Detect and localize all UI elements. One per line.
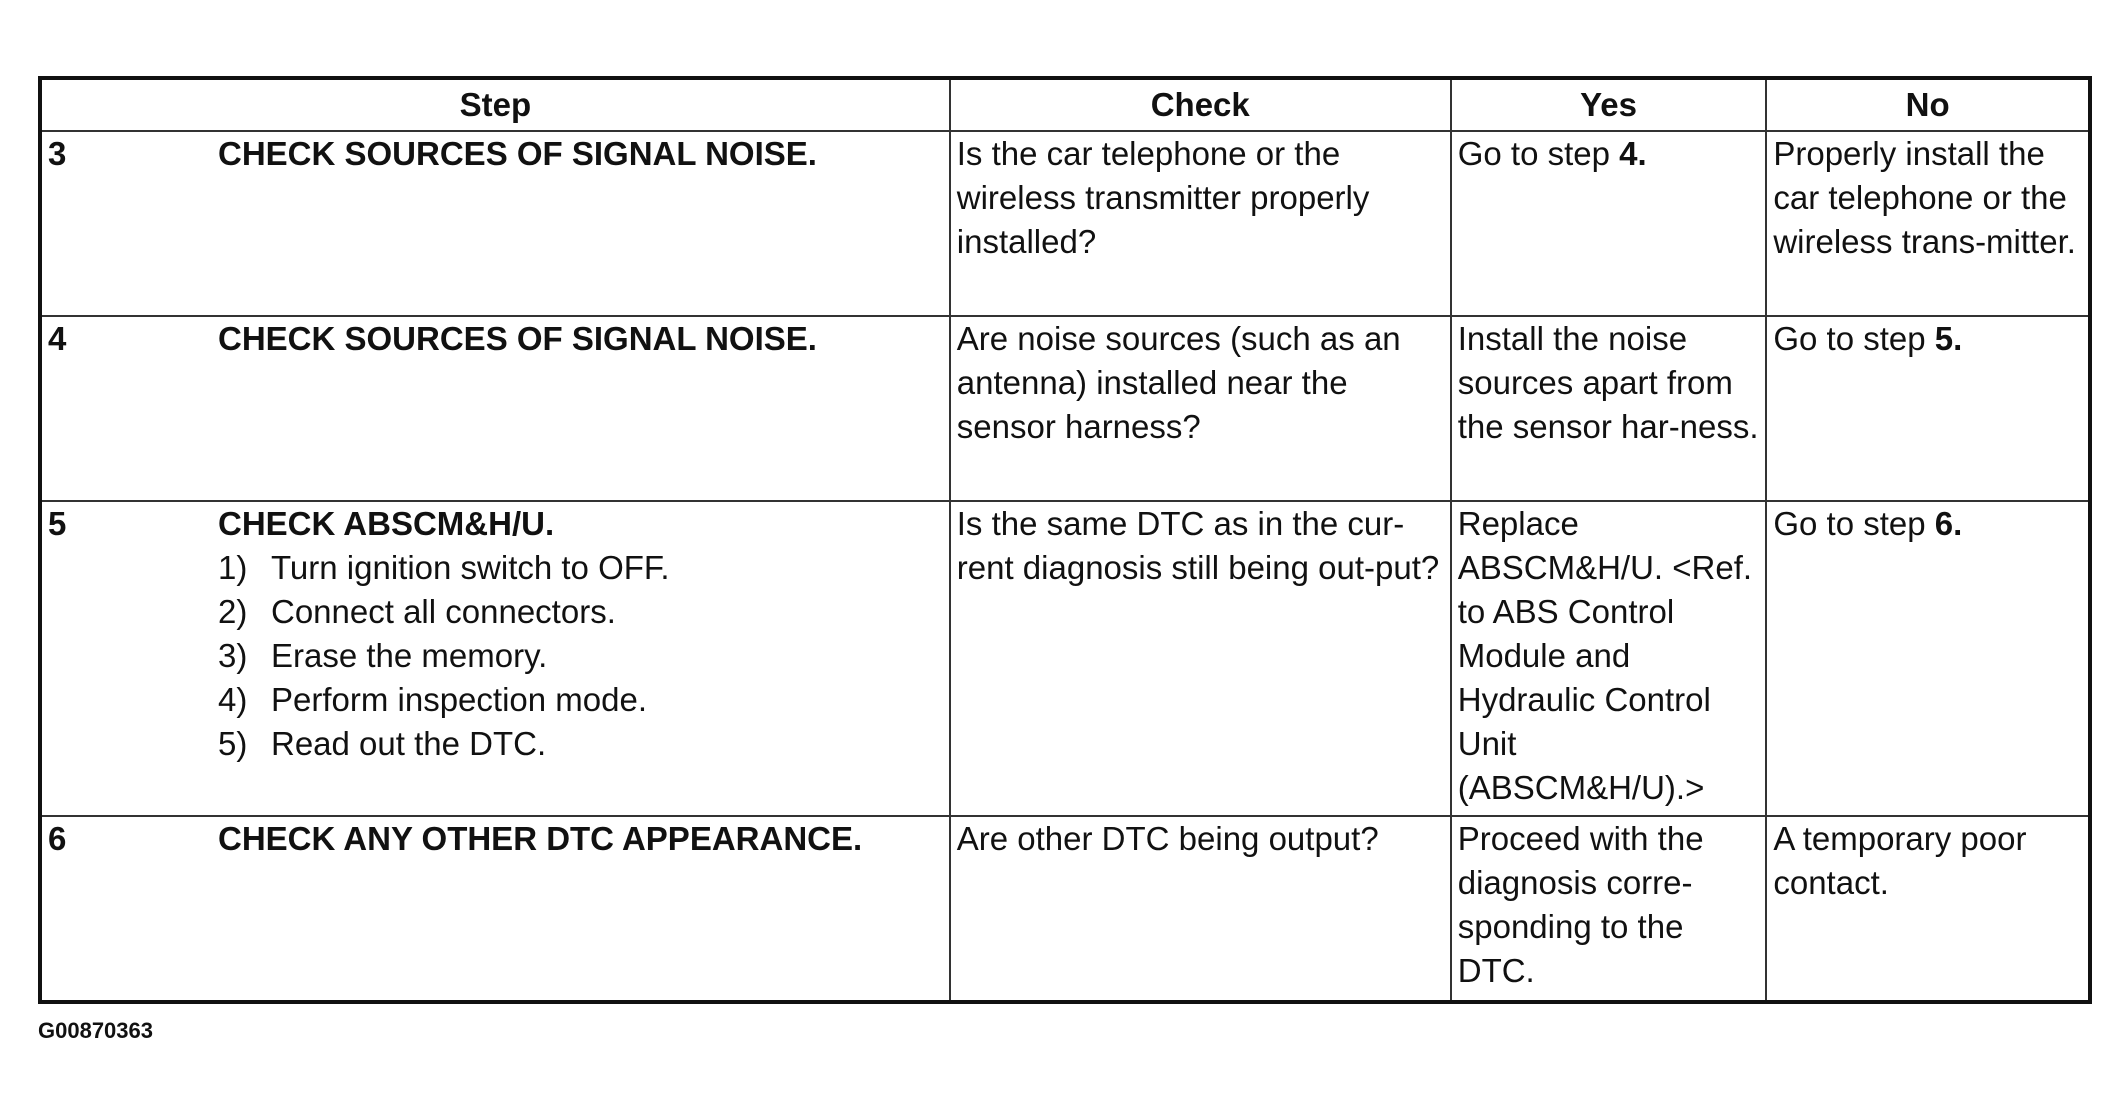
substep-item (218, 722, 943, 766)
no-text: Go to step (1773, 505, 1935, 542)
table-row (40, 316, 2090, 501)
step-cell (40, 316, 950, 501)
substep-text: Connect all connectors. (271, 593, 616, 630)
no-step-ref: 6. (1934, 505, 1963, 542)
table-row (40, 816, 2090, 1002)
substep-item (218, 590, 943, 634)
substep-number: 3) (218, 637, 248, 674)
step-title: CHECK SOURCES OF SIGNAL NOISE. (218, 320, 817, 357)
check-cell: Is the same DTC as in the cur-rent diagnosis still being out-put? (950, 501, 1451, 816)
substep-item (218, 546, 943, 590)
substep-number: 5) (218, 725, 248, 762)
step-title: CHECK ABSCM&H/U. (218, 505, 555, 542)
no-cell (1766, 501, 2090, 816)
header-step: Step (40, 78, 950, 131)
substep-text: Erase the memory. (271, 637, 548, 674)
step-title: CHECK ANY OTHER DTC APPEARANCE. (218, 820, 863, 857)
substep-item (218, 678, 943, 722)
no-cell (1766, 131, 2090, 316)
substep-list (218, 546, 943, 766)
no-text: A temporary poor contact. (1773, 820, 2027, 901)
substep-item (218, 634, 943, 678)
yes-text: Replace ABSCM&H/U. <Ref. to ABS Control Module and Hydraulic Control Unit (ABSCM&H/U).> (1457, 505, 1753, 806)
table-header-row (40, 78, 2090, 131)
substep-number: 2) (218, 593, 248, 630)
header-no: No (1766, 78, 2090, 131)
no-text: Go to step (1773, 320, 1935, 357)
substep-number: 4) (218, 681, 248, 718)
step-cell (40, 816, 950, 1002)
check-cell: Is the car telephone or the wireless transmitter properly installed? (950, 131, 1451, 316)
step-number: 3 (48, 135, 67, 172)
header-check: Check (950, 78, 1451, 131)
substep-number: 1) (218, 549, 248, 586)
yes-cell (1451, 131, 1767, 316)
figure-code: G00870363 (38, 1018, 153, 1043)
check-cell: Are other DTC being output? (950, 816, 1451, 1002)
yes-cell (1451, 501, 1767, 816)
table-row (40, 131, 2090, 316)
yes-step-ref: 4. (1619, 135, 1647, 172)
yes-cell (1451, 816, 1767, 1002)
substep-text: Read out the DTC. (271, 725, 547, 762)
step-number: 6 (48, 820, 67, 857)
no-cell (1766, 316, 2090, 501)
no-cell (1766, 816, 2090, 1002)
step-cell (40, 131, 950, 316)
yes-cell (1451, 316, 1767, 501)
header-yes: Yes (1451, 78, 1767, 131)
step-cell (40, 501, 950, 816)
step-number: 5 (48, 505, 67, 542)
yes-text: Proceed with the diagnosis corre-sponding to the DTC. (1457, 820, 1704, 989)
no-text: Properly install the car telephone or the wireless trans-mitter. (1773, 135, 2076, 260)
substep-text: Perform inspection mode. (271, 681, 648, 718)
step-number: 4 (48, 320, 67, 357)
yes-text: Install the noise sources apart from the sensor har-ness. (1457, 320, 1759, 445)
yes-text: Go to step (1457, 135, 1620, 172)
table-row (40, 501, 2090, 816)
step-title: CHECK SOURCES OF SIGNAL NOISE. (218, 135, 817, 172)
diagnostic-table (38, 76, 2092, 1004)
check-cell: Are noise sources (such as an antenna) installed near the sensor harness? (950, 316, 1451, 501)
no-step-ref: 5. (1934, 320, 1963, 357)
substep-text: Turn ignition switch to OFF. (271, 549, 670, 586)
